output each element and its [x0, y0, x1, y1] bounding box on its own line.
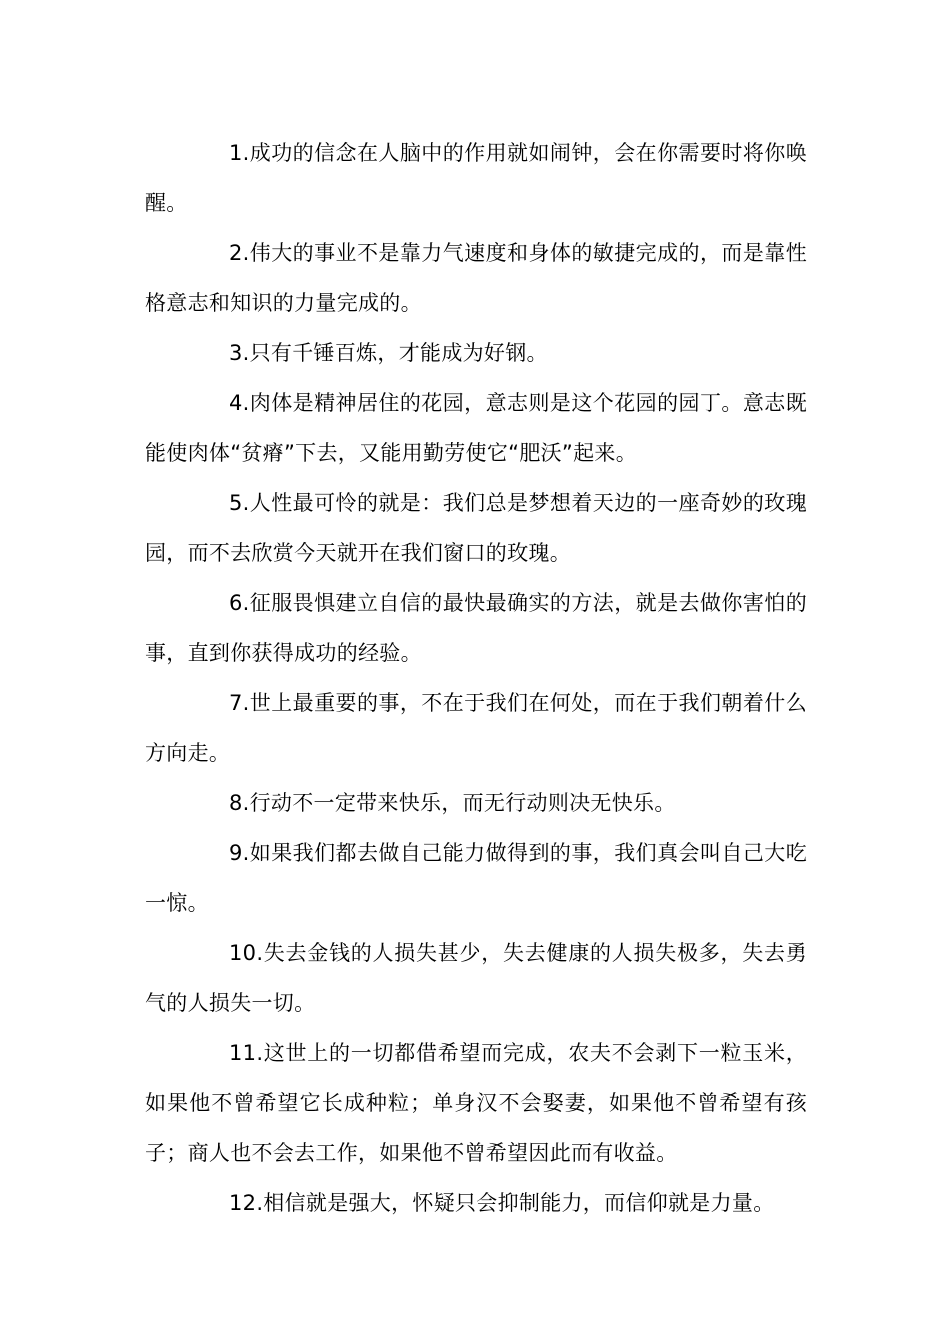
paragraph-9: 9.如果我们都去做自己能力做得到的事，我们真会叫自己大吃一惊。: [145, 841, 807, 915]
document-body: [145, 128, 807, 1228]
paragraph-2: 2.伟大的事业不是靠力气速度和身体的敏捷完成的，而是靠性格意志和知识的力量完成的。: [145, 241, 807, 315]
paragraph-3: 3.只有千锤百炼，才能成为好钢。: [229, 341, 548, 365]
paragraph-5: 5.人性最可怜的就是：我们总是梦想着天边的一座奇妙的玫瑰园，而不去欣赏今天就开在我们窗口的玫瑰。: [145, 491, 807, 565]
paragraph-10: 10.失去金钱的人损失甚少，失去健康的人损失极多，失去勇气的人损失一切。: [145, 941, 807, 1015]
paragraph-7: 7.世上最重要的事，不在于我们在何处，而在于我们朝着什么方向走。: [145, 691, 807, 765]
paragraph-12: 12.相信就是强大，怀疑只会抑制能力，而信仰就是力量。: [229, 1191, 775, 1215]
paragraph-6: 6.征服畏惧建立自信的最快最确实的方法，就是去做你害怕的事，直到你获得成功的经验。: [145, 591, 807, 665]
paragraph-4: 4.肉体是精神居住的花园，意志则是这个花园的园丁。意志既能使肉体“贫瘠”下去，又能用勤劳使它“肥沃”起来。: [145, 391, 807, 465]
paragraph-1: 1.成功的信念在人脑中的作用就如闹钟，会在你需要时将你唤醒。: [145, 141, 807, 215]
paragraph-8: 8.行动不一定带来快乐，而无行动则决无快乐。: [229, 791, 676, 815]
paragraph-11: 11.这世上的一切都借希望而完成，农夫不会剥下一粒玉米，如果他不曾希望它长成种粒；单身汉不会娶妻，如果他不曾希望有孩子；商人也不会去工作，如果他不曾希望因此而有收益。: [145, 1041, 807, 1165]
